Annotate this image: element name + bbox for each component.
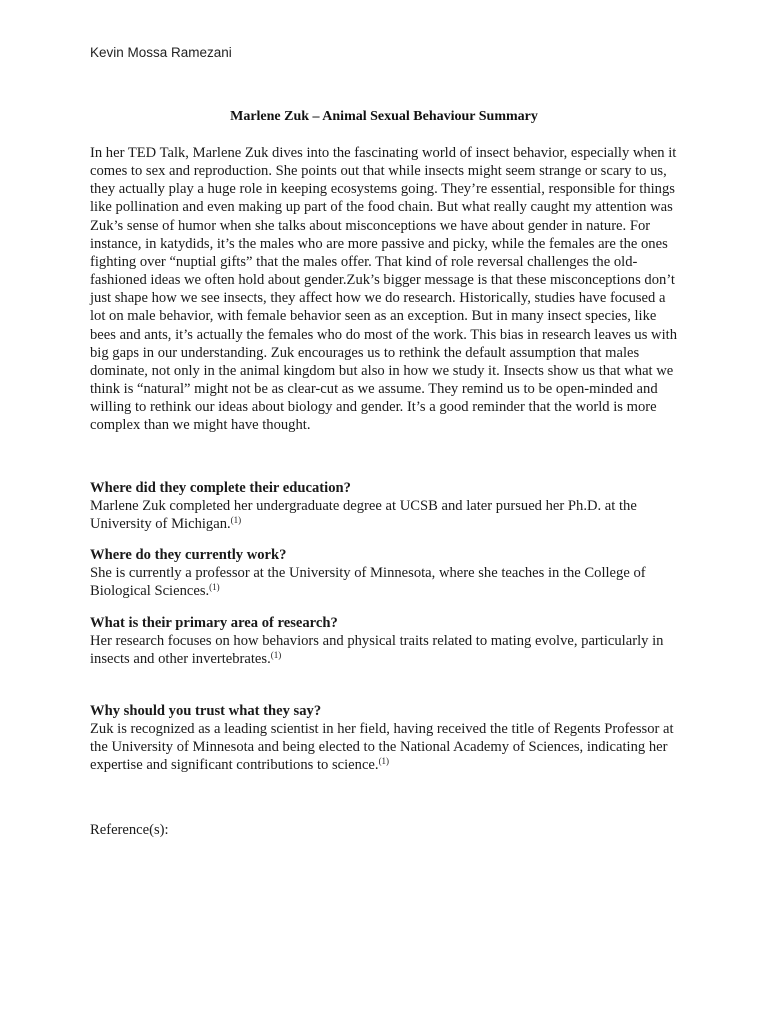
question-education: Where did they complete their education? — [90, 480, 351, 496]
answer-work-text: She is currently a professor at the University of Minnesota, where she teaches in the College of Biological Sciences. — [90, 565, 646, 599]
citation-marker: (1) — [378, 756, 390, 766]
answer-trust — [90, 720, 690, 774]
answer-research-text: Her research focuses on how behaviors and physical traits related to mating evolve, particularly in insects and other invertebrates. — [90, 633, 664, 667]
qa-trust — [90, 702, 690, 774]
qa-work — [90, 546, 690, 600]
summary-paragraph: In her TED Talk, Marlene Zuk dives into the fascinating world of insect behavior, especially when it comes to sex and reproduction. She points out that while insects might seem strange or scary to us, they actually play a huge role in keeping ecosystems going. They’re essential, responsible for things like pollination and even making up part of the food chain. But what really caught my attention was Zuk’s sense of humor when she talks about misconceptions we have about gender in nature. For instance, in katydids, it’s the males who are more passive and picky, while the females are the ones fighting over “nuptial gifts” that the males offer. That kind of role reversal challenges the old-fashioned ideas we often hold about gender.Zuk’s bigger message is that these misconceptions don’t just shape how we see insects, they affect how we do research. Historically, studies have focused a lot on male behavior, with female behavior seen as an exception. But in many insect species, like bees and ants, it’s actually the females who do most of the work. This bias in research leaves us with big gaps in our understanding. Zuk encourages us to rethink the default assumption that males dominate, not only in the animal kingdom but also in how we study it. Insects show us that what we think is “natural” might not be as clear-cut as we assume. They remind us to be open-minded and willing to rethink our ideas about biology and gender. It’s a good reminder that the world is more complex than we might have thought. — [90, 145, 677, 434]
answer-work — [90, 564, 690, 600]
question-work: Where do they currently work? — [90, 547, 287, 563]
answer-education-text: Marlene Zuk completed her undergraduate degree at UCSB and later pursued her Ph.D. at the University of Michigan. — [90, 498, 637, 532]
answer-research — [90, 632, 690, 668]
question-trust: Why should you trust what they say? — [90, 703, 322, 719]
author-name: Kevin Mossa Ramezani — [90, 45, 232, 60]
qa-education — [90, 479, 690, 533]
answer-trust-text: Zuk is recognized as a leading scientist in her field, having received the title of Regents Professor at the University of Minnesota and being elected to the National Academy of Sciences, indicating her expertise and significant contributions to science. — [90, 721, 674, 773]
qa-research — [90, 614, 690, 668]
references-heading: Reference(s): — [90, 822, 169, 838]
document-title: Marlene Zuk – Animal Sexual Behaviour Summary — [230, 109, 538, 124]
citation-marker: (1) — [230, 515, 242, 525]
answer-education — [90, 497, 690, 533]
citation-marker: (1) — [209, 582, 220, 592]
citation-marker: (1) — [270, 650, 282, 660]
question-research: What is their primary area of research? — [90, 615, 338, 631]
